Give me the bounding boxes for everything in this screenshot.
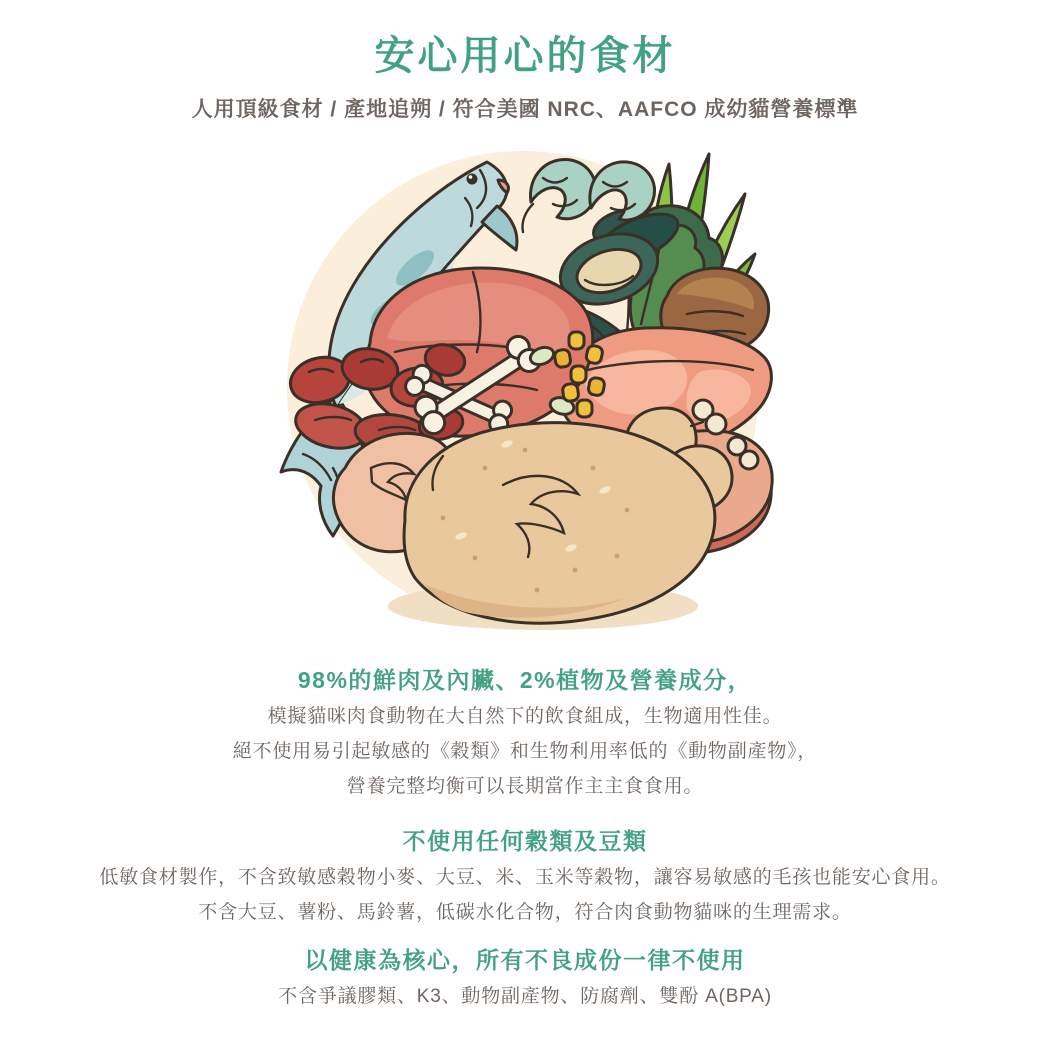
ingredients-illustration-svg	[275, 138, 775, 638]
section-line: 營養完整均衡可以長期當作主主食食用。	[346, 776, 704, 797]
section-line: 模擬貓咪肉食動物在大自然下的飲食組成，生物適用性佳。	[267, 706, 783, 727]
section-line: 不含爭議膠類、K3、動物副產物、防腐劑、雙酚 A(BPA)	[278, 986, 772, 1007]
section-heading: 98%的鮮肉及內臟、2%植物及營養成分，	[297, 667, 753, 693]
section-grain-free	[0, 822, 1050, 930]
page-title: 安心用心的食材	[374, 34, 676, 78]
ingredients-illustration	[275, 138, 775, 638]
section-line: 絕不使用易引起敏感的《穀類》和生物利用率低的《動物副產物》，	[232, 741, 818, 762]
section-line: 不含大豆、薯粉、馬鈴薯，低碳水化合物，符合肉食動物貓咪的生理需求。	[198, 902, 852, 923]
section-heading: 以健康為核心，所有不良成份一律不使用	[304, 947, 746, 973]
page-subtitle: 人用頂級食材 / 產地追朔 / 符合美國 NRC、AAFCO 成幼貓營養標準	[191, 98, 859, 121]
section-line: 低敏食材製作，不含致敏感穀物小麥、大豆、米、玉米等穀物，讓容易敏感的毛孩也能安心食用。	[99, 867, 951, 888]
section-composition	[0, 661, 1050, 804]
whole-chicken-icon	[333, 400, 758, 630]
section-no-bad-ingredients	[0, 941, 1050, 1014]
section-heading: 不使用任何穀類及豆類	[402, 828, 648, 854]
